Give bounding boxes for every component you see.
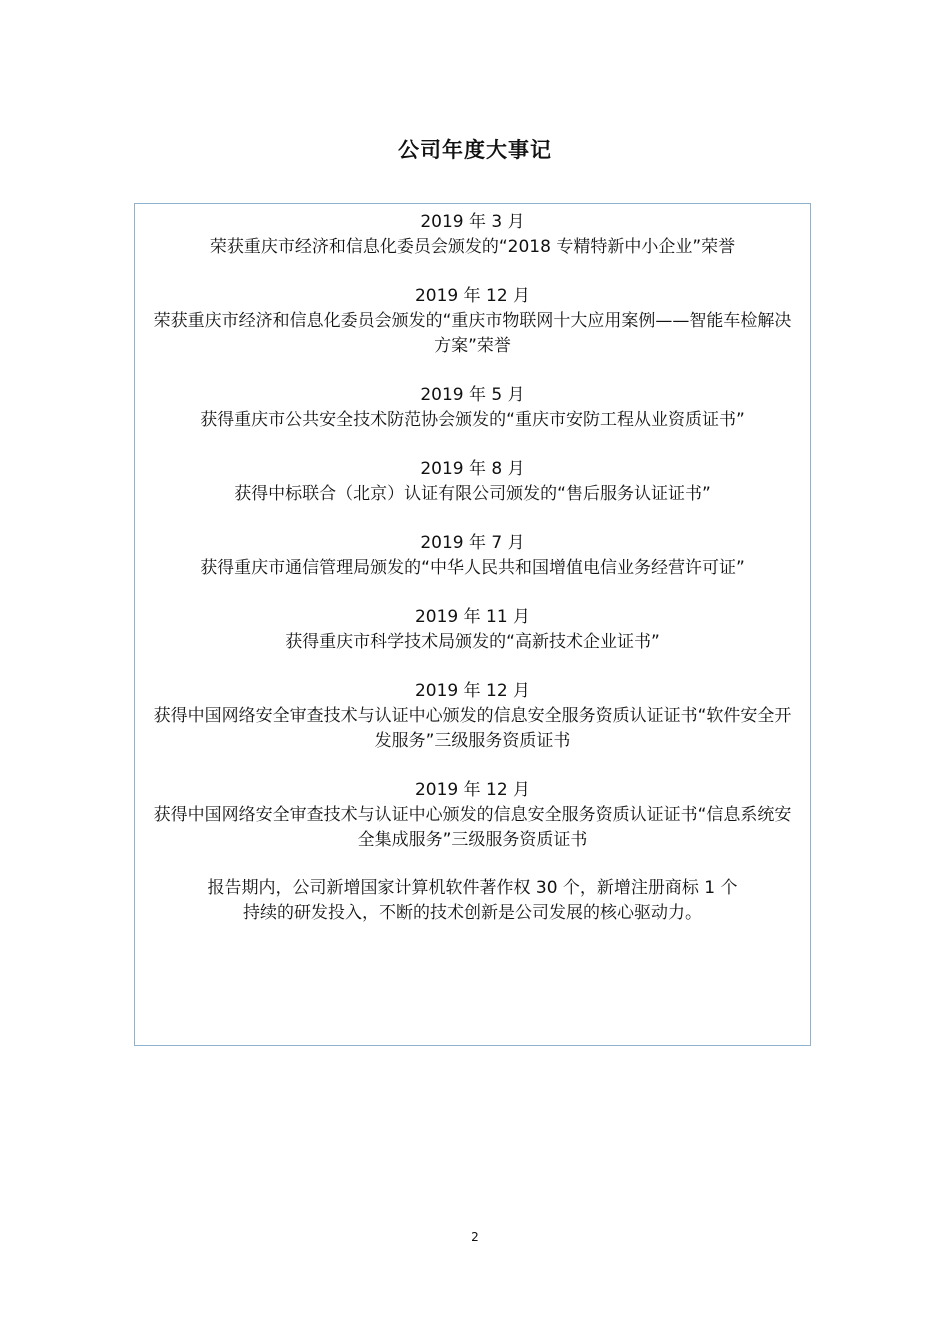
event-item [147,284,798,359]
event-description: 获得中标联合（北京）认证有限公司颁发的“售后服务认证证书” [234,484,711,504]
event-item [147,383,798,433]
event-date: 2019 年 12 月 [414,681,531,701]
event-item [147,210,798,260]
event-description: 获得重庆市通信管理局颁发的“中华人民共和国增值电信业务经营许可证” [200,558,745,578]
event-description: 荣获重庆市经济和信息化委员会颁发的“重庆市物联网十大应用案例——智能车检解决方案”荣誉 [153,311,792,356]
event-item [147,457,798,507]
page-number: 2 [471,1230,479,1244]
summary-line: 报告期内，公司新增国家计算机软件著作权 30 个，新增注册商标 1 个 [207,878,738,898]
event-date: 2019 年 3 月 [420,212,525,232]
event-date: 2019 年 7 月 [420,533,525,553]
event-item [147,679,798,754]
event-item [147,778,798,853]
event-date: 2019 年 12 月 [414,286,531,306]
event-description: 获得重庆市公共安全技术防范协会颁发的“重庆市安防工程从业资质证书” [200,410,745,430]
event-description: 获得重庆市科学技术局颁发的“高新技术企业证书” [285,632,660,652]
summary-line: 持续的研发投入，不断的技术创新是公司发展的核心驱动力。 [243,903,702,923]
event-description: 获得中国网络安全审查技术与认证中心颁发的信息安全服务资质认证证书“软件安全开发服务”三级服务资质证书 [153,706,792,751]
event-item [147,605,798,655]
event-date: 2019 年 8 月 [420,459,525,479]
events-list [135,204,810,926]
event-date: 2019 年 12 月 [414,780,531,800]
page-title: 公司年度大事记 [398,138,552,162]
event-item [147,531,798,581]
event-date: 2019 年 11 月 [414,607,531,627]
event-description: 荣获重庆市经济和信息化委员会颁发的“2018 专精特新中小企业”荣誉 [209,237,736,257]
event-date: 2019 年 5 月 [420,385,525,405]
summary-paragraph [147,876,798,926]
event-description: 获得中国网络安全审查技术与认证中心颁发的信息安全服务资质认证证书“信息系统安全集成服务”三级服务资质证书 [153,805,792,850]
events-box [134,203,811,1046]
